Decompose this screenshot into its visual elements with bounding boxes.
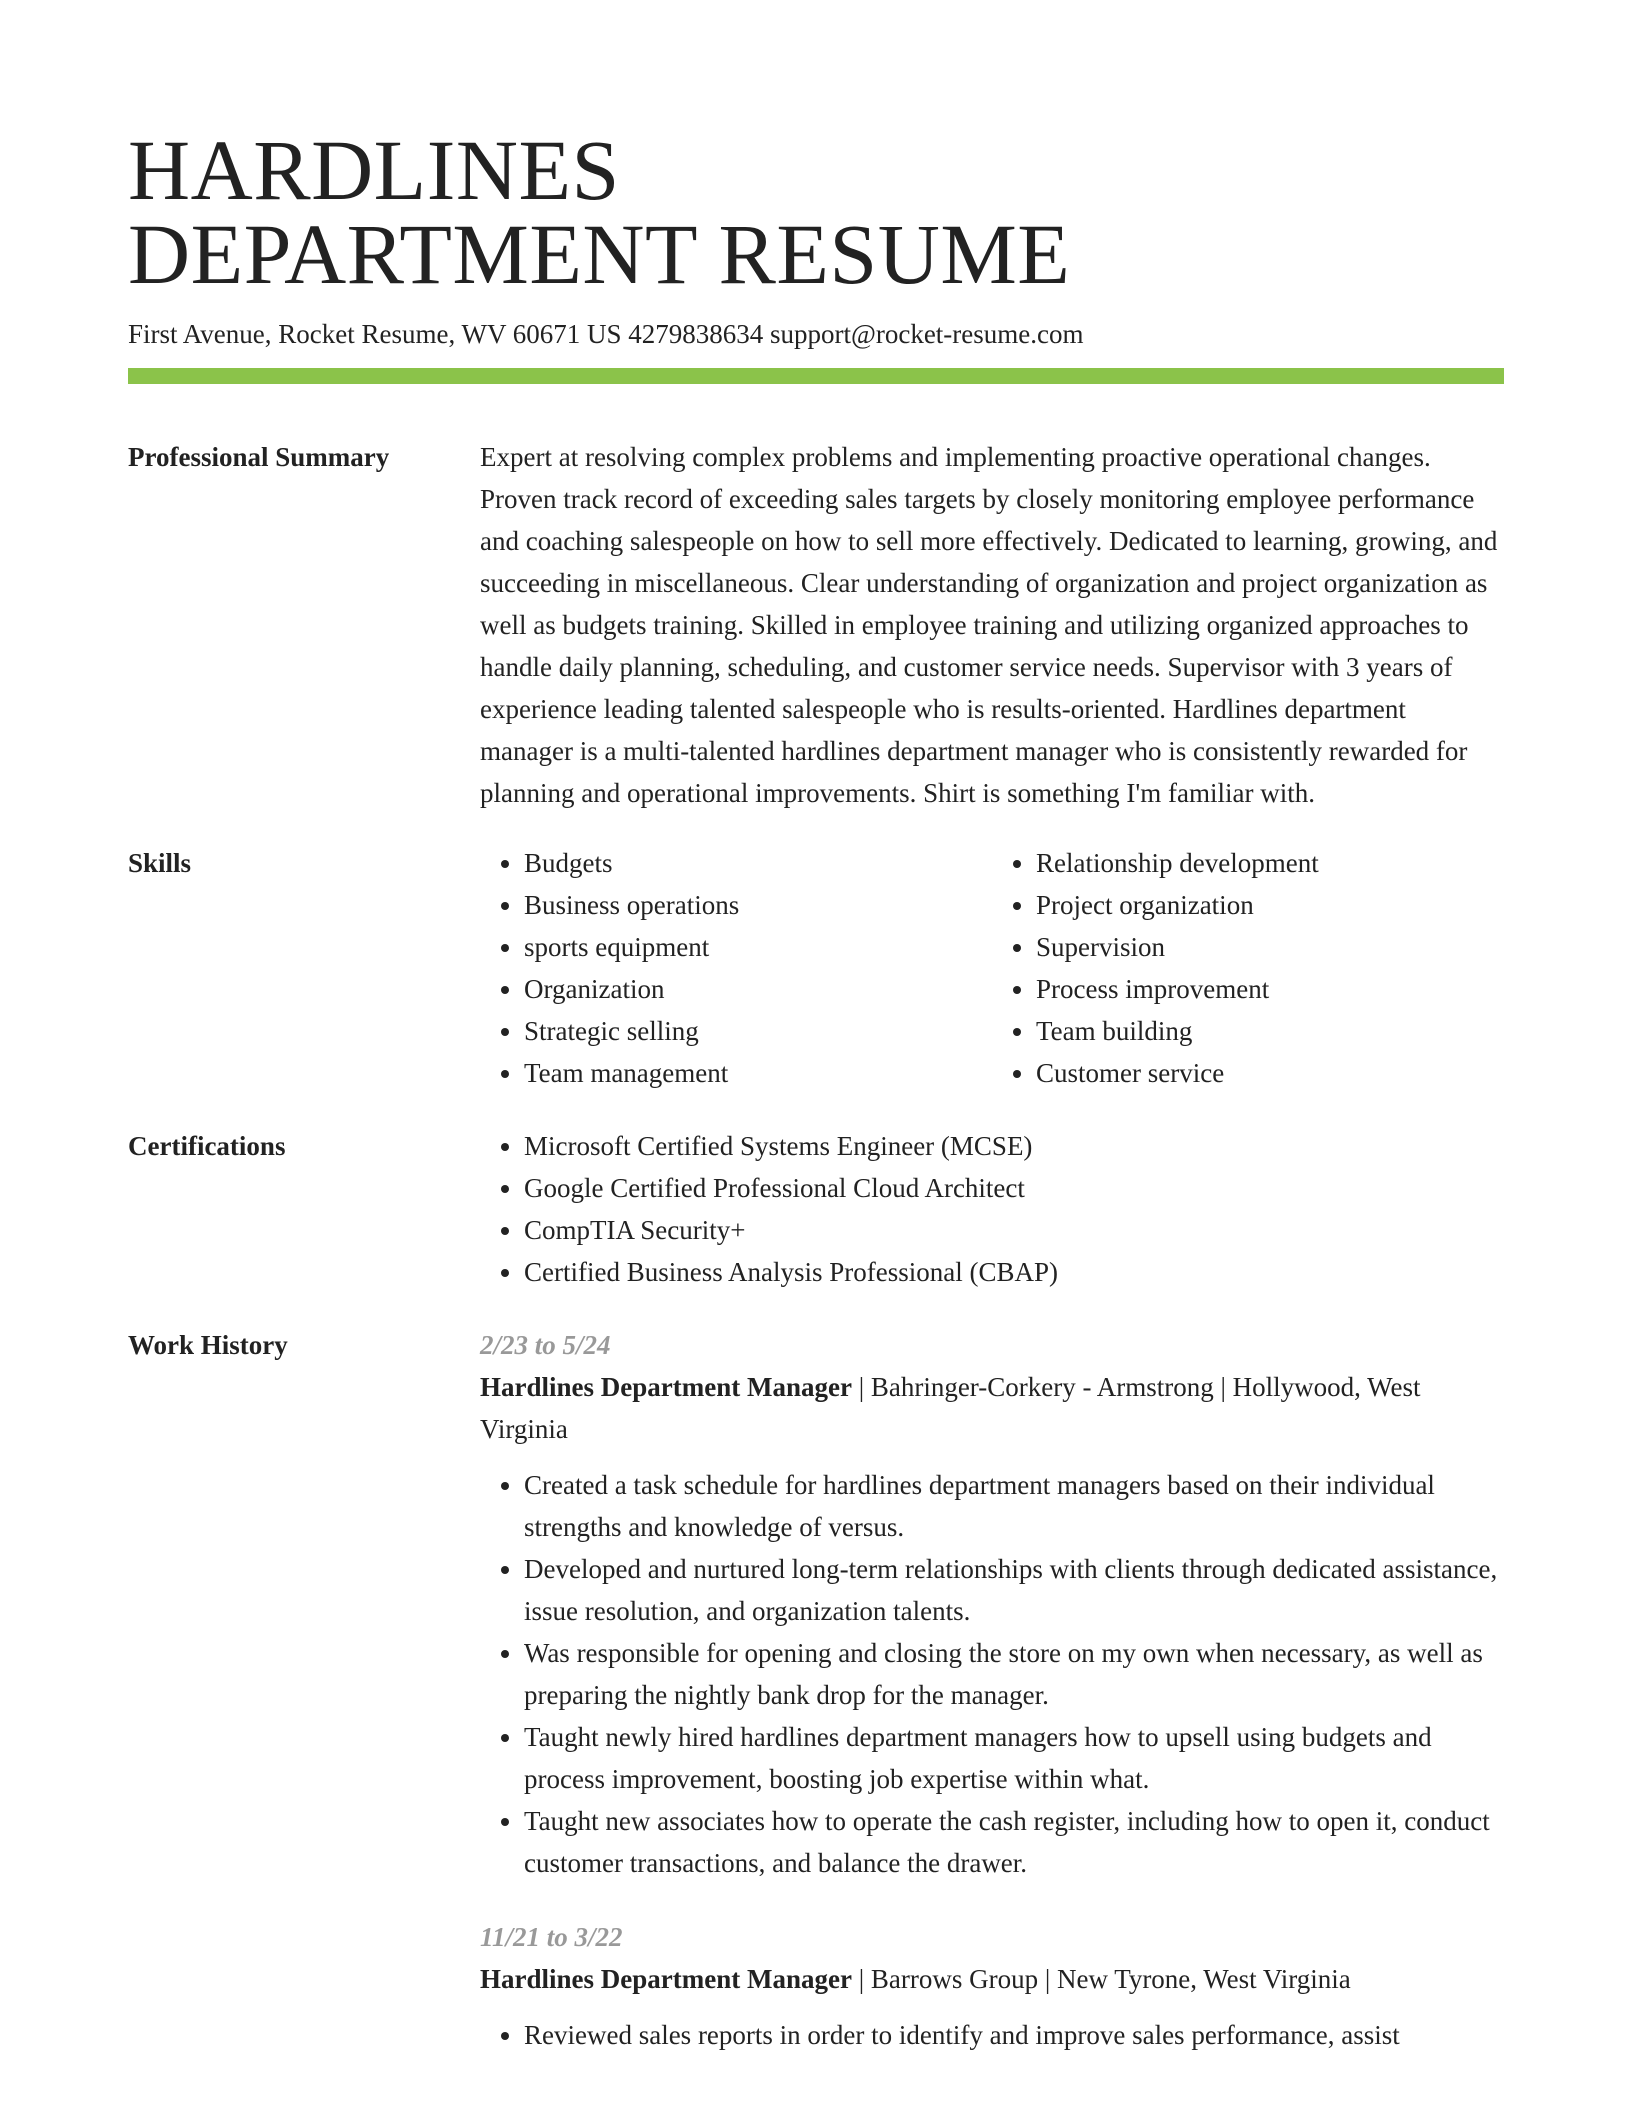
list-item: • Team management [524,1052,992,1094]
job-heading [480,1958,1504,2000]
list-item: • Reviewed sales reports in order to identify and improve sales performance, assist [524,2014,1504,2056]
list-item: • Organization [524,968,992,1010]
certifications-section [128,1125,1504,1293]
list-item: • sports equipment [524,926,992,968]
job-entry [480,1324,1504,1884]
skills-section [128,842,1504,1094]
contact-info: First Avenue, Rocket Resume, WV 60671 US 4279838634 support@rocket-resume.com [128,319,1084,349]
section-title-summary: Professional Summary [128,442,390,472]
job-dates: 2/23 to 5/24 [480,1330,611,1360]
section-title-work-history: Work History [128,1330,288,1360]
list-item: • Was responsible for opening and closing the store on my own when necessary, as well as preparing the nightly bank drop for the manager. [524,1632,1504,1716]
job-title: Hardlines Department Manager [480,1964,852,1994]
job-company-location: | Bahringer-Corkery - Armstrong | Hollywood, West Virginia [480,1372,1421,1444]
work-history-body [480,1324,1504,2056]
section-title-certifications: Certifications [128,1131,286,1161]
resume-page [128,122,1504,2056]
job-entry [480,1916,1504,2056]
list-item: • Project organization [1036,884,1504,926]
job-heading [480,1366,1504,1450]
list-item: • Microsoft Certified Systems Engineer (MCSE) [524,1125,1504,1167]
work-history-section [128,1324,1504,2056]
list-item: • Google Certified Professional Cloud Architect [524,1167,1504,1209]
list-item: • Developed and nurtured long-term relationships with clients through dedicated assistance, issue resolution, and organization talents. [524,1548,1504,1632]
summary-text: Expert at resolving complex problems and implementing proactive operational changes. Proven track record of exceeding sales targets by closely monitoring employee performance and coaching salespeople on how to sell more effectively. Dedicated to learning, growing, and succeeding in miscellaneous. Clear understanding of organization and project organization as well as budgets training. Skilled in employee training and utilizing organized approaches to handle daily planning, scheduling, and customer service needs. Supervisor with 3 years of experience leading talented salespeople who is results-oriented. Hardlines department manager is a multi-talented hardlines department manager who is consistently rewarded for planning and operational improvements. Shirt is something I'm familiar with. [480,442,1498,808]
header-divider [128,368,1504,384]
list-item: • Team building [1036,1010,1504,1052]
skills-body [480,842,1504,1094]
job-duties-list [480,2014,1504,2056]
resume-title-line-1: HARDLINES [128,122,620,218]
certifications-body [480,1125,1504,1293]
section-title-skills: Skills [128,848,192,878]
list-item: • CompTIA Security+ [524,1209,1504,1251]
professional-summary-section [128,436,1504,814]
certifications-list [480,1125,1504,1293]
job-duties-list [480,1464,1504,1884]
list-item: • Process improvement [1036,968,1504,1010]
job-title: Hardlines Department Manager [480,1372,852,1402]
job-dates: 11/21 to 3/22 [480,1922,623,1952]
list-item: • Certified Business Analysis Professional (CBAP) [524,1251,1504,1293]
list-item: • Taught newly hired hardlines department managers how to upsell using budgets and process improvement, boosting job expertise within what. [524,1716,1504,1800]
list-item: • Supervision [1036,926,1504,968]
list-item: • Created a task schedule for hardlines department managers based on their individual strengths and knowledge of versus. [524,1464,1504,1548]
resume-title [128,122,1504,302]
list-item: • Strategic selling [524,1010,992,1052]
list-item: • Relationship development [1036,842,1504,884]
summary-body [480,436,1504,814]
job-company-location: | Barrows Group | New Tyrone, West Virginia [851,1964,1351,1994]
list-item: • Taught new associates how to operate the cash register, including how to open it, conduct customer transactions, and balance the drawer. [524,1800,1504,1884]
skills-list-right [992,842,1504,1094]
list-item: • Business operations [524,884,992,926]
resume-title-line-2: DEPARTMENT RESUME [128,206,1071,302]
list-item: • Customer service [1036,1052,1504,1094]
skills-list-left [480,842,992,1094]
list-item: • Budgets [524,842,992,884]
